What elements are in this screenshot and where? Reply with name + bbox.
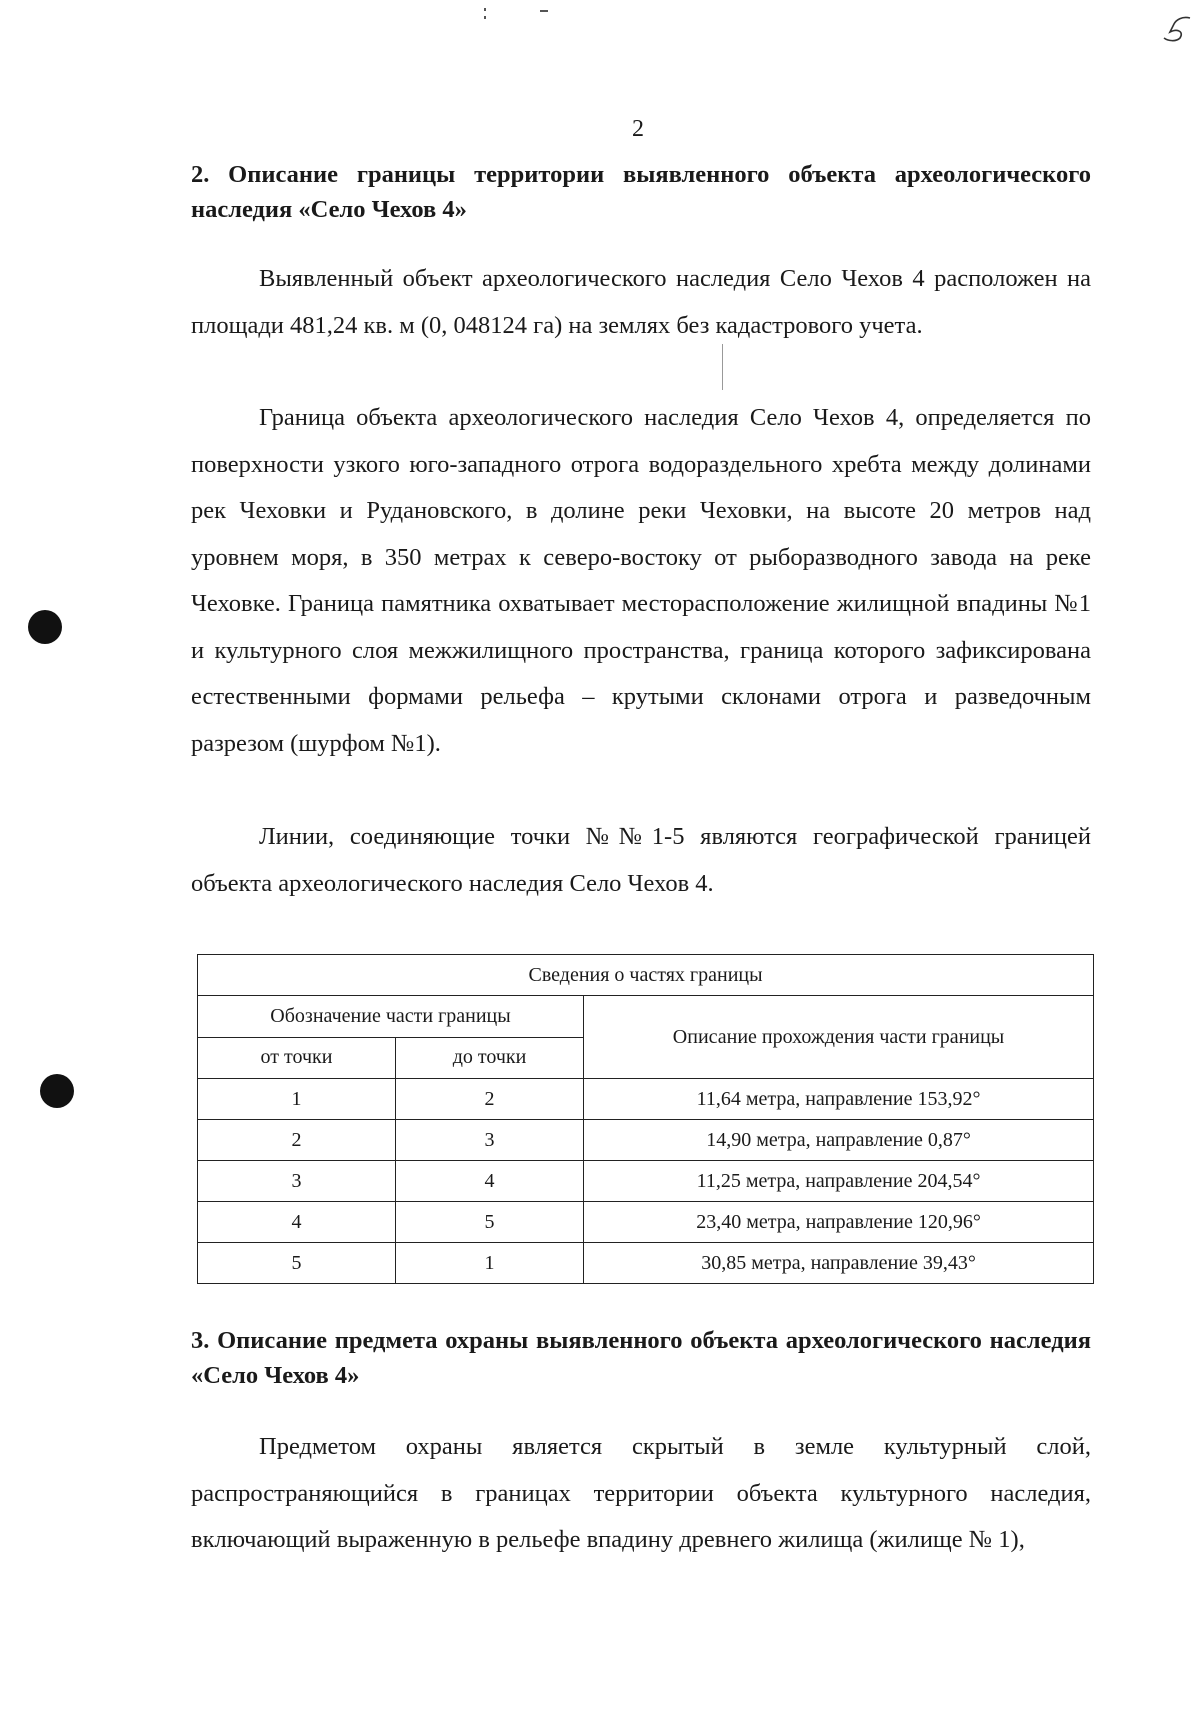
scan-speck bbox=[722, 344, 723, 390]
section-3-heading: 3. Описание предмета охраны выявленного объекта археологического наследия «Село Чехов 4» bbox=[191, 1327, 1091, 1389]
table-row bbox=[198, 1079, 1094, 1120]
cell-to: 2 bbox=[396, 1079, 584, 1120]
cell-desc: 11,25 метра, направление 204,54° bbox=[584, 1161, 1094, 1202]
table-title: Сведения о частях границы bbox=[198, 955, 1094, 996]
cell-desc: 23,40 метра, направление 120,96° bbox=[584, 1202, 1094, 1243]
cell-to: 1 bbox=[396, 1243, 584, 1284]
paragraph-boundary-lines: Линии, соединяющие точки №№1-5 являются географической границей объекта археологического наследия Село Чехов 4. bbox=[191, 823, 1091, 897]
table-group-header: Обозначение части границы bbox=[198, 996, 584, 1038]
punch-hole-mark bbox=[40, 1074, 74, 1108]
cell-from: 2 bbox=[198, 1120, 396, 1161]
table-row bbox=[198, 1120, 1094, 1161]
table-from-header: от точки bbox=[198, 1037, 396, 1079]
scan-speck bbox=[484, 16, 486, 19]
table-row bbox=[198, 1161, 1094, 1202]
scan-speck bbox=[484, 8, 486, 11]
table-to-header: до точки bbox=[396, 1037, 584, 1079]
cell-from: 4 bbox=[198, 1202, 396, 1243]
punch-hole-mark bbox=[28, 610, 62, 644]
boundary-parts-table bbox=[197, 954, 1094, 1284]
cell-from: 3 bbox=[198, 1161, 396, 1202]
cell-desc: 14,90 метра, направление 0,87° bbox=[584, 1120, 1094, 1161]
paragraph-protection-subject: Предметом охраны является скрытый в земле культурный слой, распространяющийся в границах территории объекта культурного наследия, включающий выраженную в рельефе впадину древнего жилища (жилище № 1), bbox=[191, 1433, 1091, 1553]
paragraph-area: Выявленный объект археологического наследия Село Чехов 4 расположен на площади 481,24 кв. м (0, 048124 га) на землях без кадастрового учета. bbox=[191, 265, 1091, 339]
cell-desc: 11,64 метра, направление 153,92° bbox=[584, 1079, 1094, 1120]
cell-desc: 30,85 метра, направление 39,43° bbox=[584, 1243, 1094, 1284]
page-number: 2 bbox=[632, 116, 644, 142]
table-desc-header: Описание прохождения части границы bbox=[584, 996, 1094, 1079]
cell-to: 5 bbox=[396, 1202, 584, 1243]
paragraph-boundary-description: Граница объекта археологического наследия Село Чехов 4, определяется по поверхности узкого юго-западного отрога водораздельного хребта между долинами рек Чеховки и Рудановского, в долине реки Чеховки, на высоте 20 метров над уровнем моря, в 350 метрах к северо-востоку от рыборазводного завода на реке Чеховке. Граница памятника охватывает месторасположение жилищной впадины №1 и культурного слоя межжилищного пространства, граница которого зафиксирована естественными формами рельефа – крутыми склонами отрога и разведочным разрезом (шурфом №1). bbox=[191, 404, 1091, 757]
cell-from: 5 bbox=[198, 1243, 396, 1284]
section-2-heading: 2. Описание границы территории выявленного объекта археологического наследия «Село Чехов 4» bbox=[191, 161, 1091, 223]
cell-to: 4 bbox=[396, 1161, 584, 1202]
handwritten-page-mark bbox=[1160, 14, 1194, 44]
scan-speck bbox=[540, 10, 548, 12]
table-row bbox=[198, 1243, 1094, 1284]
cell-to: 3 bbox=[396, 1120, 584, 1161]
table-row bbox=[198, 1202, 1094, 1243]
cell-from: 1 bbox=[198, 1079, 396, 1120]
